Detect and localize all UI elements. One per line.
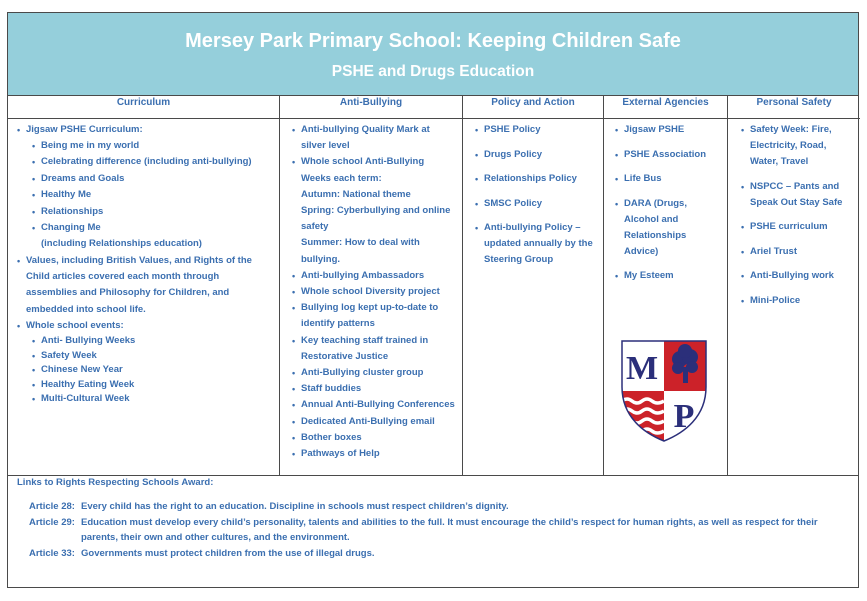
list-item: • Jigsaw PSHE — [615, 124, 685, 135]
external-agencies-column — [604, 119, 728, 475]
rights-heading: Links to Rights Respecting Schools Award: — [17, 477, 214, 488]
anti-bullying-column — [280, 119, 463, 475]
page-title: Mersey Park Primary School: Keeping Children Safe — [185, 30, 681, 52]
article-28: Article 28: Every child has the right to an education. Discipline in schools must respect children’s dignity. — [29, 501, 509, 512]
list-item: • Whole school Anti-Bullying Weeks each term: Autumn: National theme Spring: Cyberbullying and online safety Summer: How to deal with bullying. — [292, 156, 451, 265]
list-item: • SMSC Policy — [475, 197, 543, 209]
personal-safety-column — [728, 119, 860, 475]
school-crest-logo — [620, 339, 708, 443]
list-item: • DARA (Drugs, Alcohol and Relationships Advice) — [615, 197, 687, 257]
list-item: • Healthy Eating Week — [32, 378, 135, 390]
list-item: • Celebrating difference (including anti-bullying) — [32, 156, 252, 168]
article-33: Article 33: Governments must protect children from the use of illegal drugs. — [29, 548, 375, 559]
header-anti-bullying: Anti-Bullying — [280, 96, 463, 119]
header-policy-action: Policy and Action — [463, 96, 604, 119]
list-item: • Annual Anti-Bullying Conferences — [292, 399, 455, 411]
list-item: • PSHE curriculum — [741, 221, 828, 232]
list-item: • Anti-Bullying cluster group — [292, 367, 424, 379]
policy-column — [463, 119, 604, 475]
safety-poster — [7, 12, 859, 588]
list-item: • Ariel Trust — [741, 245, 797, 257]
header-personal-safety: Personal Safety — [728, 96, 860, 119]
list-item: • Life Bus — [615, 173, 662, 184]
article-29: Article 29: Education must develop every child’s personality, talents and abilities to the full. It must encourage the child’s respect for human rights, as well as respect for their parents, their own and other cultures, and the environment. — [29, 517, 818, 543]
list-item: • Healthy Me — [32, 189, 92, 201]
list-item: • Staff buddies — [292, 383, 362, 395]
list-item: • Dreams and Goals — [32, 172, 125, 184]
list-item: • Drugs Policy — [475, 148, 543, 160]
list-item: • Mini-Police — [741, 294, 801, 306]
logo-letter-p: P — [673, 398, 695, 435]
list-item: • Relationships Policy — [475, 173, 577, 184]
list-item: • Changing Me — [32, 222, 101, 234]
list-item: • Safety Week: Fire, Electricity, Road, Water, Travel — [741, 124, 832, 167]
list-item: • Anti-bullying Quality Mark at silver level — [292, 124, 430, 152]
list-item: • PSHE Policy — [475, 124, 541, 135]
list-item: • Relationships — [32, 205, 104, 217]
page-subtitle: PSHE and Drugs Education — [331, 63, 535, 80]
list-item: • Anti- Bullying Weeks — [32, 335, 136, 346]
rights-section — [8, 475, 858, 588]
list-item: • Anti-bullying Policy – updated annually by the Steering Group — [475, 222, 593, 265]
list-item: • Being me in my world — [32, 140, 140, 151]
list-item: • Key teaching staff trained in Restorative Justice — [292, 334, 429, 362]
list-item: • NSPCC – Pants and Speak Out Stay Safe — [741, 180, 843, 208]
list-item: • Values, including British Values, and Rights of the Child articles covered each month through assemblies and Philosophy for Children, and embedded into school life. — [17, 255, 252, 315]
logo-letter-m: M — [625, 350, 659, 387]
header-curriculum: Curriculum — [8, 96, 280, 119]
list-item: • Multi-Cultural Week — [32, 393, 130, 405]
header-external-agencies: External Agencies — [604, 96, 728, 119]
list-item: • Jigsaw PSHE Curriculum: — [17, 124, 143, 135]
list-item: • PSHE Association — [615, 148, 707, 160]
title-banner — [8, 13, 858, 96]
list-item: • Whole school events: — [17, 319, 124, 331]
list-item: • Whole school Diversity project — [292, 286, 440, 298]
list-item: • Safety Week — [32, 349, 97, 361]
list-item: • Dedicated Anti-Bullying email — [292, 415, 435, 427]
list-item: • Anti-bullying Ambassadors — [292, 269, 425, 281]
list-item: • Anti-Bullying work — [741, 270, 834, 281]
list-item: • Chinese New Year — [32, 364, 123, 376]
list-item: • My Esteem — [615, 270, 674, 281]
list-item: • Pathways of Help — [292, 448, 380, 460]
list-item-note: (including Relationships education) — [41, 238, 202, 250]
curriculum-column — [8, 119, 280, 475]
list-item: • Bullying log kept up-to-date to identify patterns — [292, 302, 439, 330]
list-item: • Bother boxes — [292, 431, 362, 443]
